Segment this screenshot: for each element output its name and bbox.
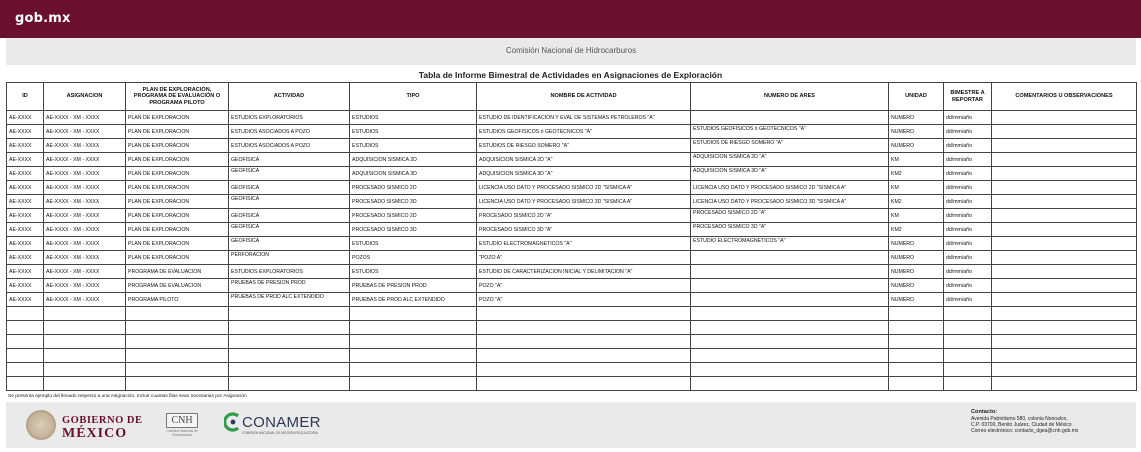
cell-asignacion: AE-XXXX - XM - XXXX <box>44 111 126 125</box>
cell-bimestre: dd/mm/año <box>944 265 992 279</box>
cell-tipo: POZOS <box>350 251 477 265</box>
cell-asignacion: AE-XXXX - XM - XXXX <box>44 167 126 181</box>
conamer-logo-icon <box>224 412 240 432</box>
col-header-nombre-actividad: NOMBRE DE ACTIVIDAD <box>477 83 691 111</box>
cell-nombre-actividad: ESTUDIOS DE RIESGO SOMERO "A" <box>477 139 691 153</box>
cell-bimestre: dd/mm/año <box>944 153 992 167</box>
cell-actividad: ESTUDIOS EXPLORATORIOS <box>229 265 350 279</box>
cell-unidad <box>889 349 944 363</box>
cell-actividad <box>229 321 350 335</box>
cell-id: AE-XXXX <box>7 181 44 195</box>
col-header-unidad: UNIDAD <box>889 83 944 111</box>
cell-tipo: ESTUDIOS <box>350 265 477 279</box>
cell-nombre-actividad: ESTUDIO ELECTROMAGNETICOS "A" <box>477 237 691 251</box>
cell-asignacion <box>44 335 126 349</box>
cell-unidad <box>889 307 944 321</box>
col-header-tipo: TIPO <box>350 83 477 111</box>
cell-asignacion <box>44 321 126 335</box>
table-row <box>7 111 1137 125</box>
col-header-asignacion: ASIGNACION <box>44 83 126 111</box>
cell-id: AE-XXXX <box>7 237 44 251</box>
cell-tipo: PRUEBAS DE PROD ALC EXTENDIDO <box>350 293 477 307</box>
cell-bimestre: dd/mm/año <box>944 139 992 153</box>
cell-plan <box>126 363 229 377</box>
table-row-empty <box>7 321 1137 335</box>
cell-comentarios <box>992 209 1137 223</box>
cell-bimestre: dd/mm/año <box>944 237 992 251</box>
cell-actividad: PRUEBAS DE PRESION PROD <box>229 279 350 293</box>
cell-id <box>7 363 44 377</box>
cell-bimestre: dd/mm/año <box>944 167 992 181</box>
cell-plan <box>126 349 229 363</box>
cell-numero-ares <box>691 265 889 279</box>
cell-asignacion <box>44 307 126 321</box>
cell-nombre-actividad <box>477 349 691 363</box>
cell-tipo: ESTUDIOS <box>350 125 477 139</box>
cell-numero-ares: ESTUDIOS DE RIESGO SOMERO "A" <box>691 139 889 153</box>
cell-plan: PLAN DE EXPLORACION <box>126 167 229 181</box>
cell-asignacion <box>44 377 126 391</box>
cell-numero-ares: ESTUDIOS GEOFISICOS ó GEOTECNICOS "A" <box>691 125 889 139</box>
cell-numero-ares: ADQUISICION SISMICA 2D "A" <box>691 153 889 167</box>
cell-tipo: PROCESADO SISMICO 3D <box>350 223 477 237</box>
cell-tipo: ADQUISICION SISMICA 3D <box>350 167 477 181</box>
cell-numero-ares <box>691 363 889 377</box>
cell-bimestre: dd/mm/año <box>944 223 992 237</box>
cell-bimestre <box>944 363 992 377</box>
footer <box>6 402 1136 448</box>
cell-asignacion: AE-XXXX - XM - XXXX <box>44 153 126 167</box>
cell-plan: PROGRAMA DE EVALUACION <box>126 279 229 293</box>
cell-plan: PLAN DE EXPLORACION <box>126 125 229 139</box>
cell-tipo <box>350 349 477 363</box>
cell-comentarios <box>992 223 1137 237</box>
cell-bimestre: dd/mm/año <box>944 293 992 307</box>
cell-asignacion: AE-XXXX - XM - XXXX <box>44 223 126 237</box>
cell-id <box>7 349 44 363</box>
cell-id: AE-XXXX <box>7 153 44 167</box>
cell-plan: PROGRAMA PILOTO <box>126 293 229 307</box>
cell-asignacion: AE-XXXX - XM - XXXX <box>44 125 126 139</box>
cell-nombre-actividad: ADQUISICION SISMICA 3D "A" <box>477 167 691 181</box>
cell-unidad: NUMERO <box>889 237 944 251</box>
agency-name: Comisión Nacional de Hidrocarburos <box>505 46 637 55</box>
col-header-bimestre: BIMESTRE A REPORTAR <box>944 83 992 111</box>
cell-bimestre: dd/mm/año <box>944 195 992 209</box>
col-header-comentarios: COMENTARIOS U OBSERVACIONES <box>992 83 1137 111</box>
cell-plan <box>126 335 229 349</box>
cell-actividad <box>229 307 350 321</box>
cell-bimestre <box>944 335 992 349</box>
col-header-actividad: ACTIVIDAD <box>229 83 350 111</box>
table-row <box>7 251 1137 265</box>
gobierno-logo-line2: MÉXICO <box>62 426 128 441</box>
cell-id: AE-XXXX <box>7 209 44 223</box>
cell-comentarios <box>992 139 1137 153</box>
cell-tipo: ESTUDIOS <box>350 237 477 251</box>
cell-unidad: KM2 <box>889 167 944 181</box>
cnh-logo: CNH <box>166 413 198 428</box>
cell-unidad <box>889 377 944 391</box>
cell-bimestre: dd/mm/año <box>944 251 992 265</box>
cell-tipo: PRUEBAS DE PRESION PROD <box>350 279 477 293</box>
cell-comentarios <box>992 265 1137 279</box>
cell-numero-ares <box>691 279 889 293</box>
col-header-numero-ares: NUMERO DE ARES <box>691 83 889 111</box>
cell-bimestre: dd/mm/año <box>944 125 992 139</box>
cell-numero-ares <box>691 111 889 125</box>
cell-numero-ares <box>691 335 889 349</box>
cell-tipo: PROCESADO SISMICO 2D <box>350 209 477 223</box>
cell-actividad: PERFORACION <box>229 251 350 265</box>
cell-actividad: GEOFISICA <box>229 153 350 167</box>
cell-asignacion: AE-XXXX - XM - XXXX <box>44 181 126 195</box>
cell-actividad: PRUEBAS DE PROD ALC EXTENDIDO <box>229 293 350 307</box>
cell-unidad: NUMERO <box>889 111 944 125</box>
table-row <box>7 153 1137 167</box>
cell-id: AE-XXXX <box>7 279 44 293</box>
cell-actividad: ESTUDIOS ASOCIADOS A POZO <box>229 139 350 153</box>
cnh-logo-subtitle: Comisión Nacional de Hidrocarburos <box>166 429 198 437</box>
table-row-empty <box>7 363 1137 377</box>
cell-nombre-actividad <box>477 363 691 377</box>
cell-unidad: NUMERO <box>889 265 944 279</box>
cell-id: AE-XXXX <box>7 167 44 181</box>
table-body <box>7 111 1137 391</box>
cell-nombre-actividad: ESTUDIO DE IDENTIFICACION Y EVAL DE SISTEMAS PETROLEROS "A" <box>477 111 691 125</box>
table-row-empty <box>7 377 1137 391</box>
contact-address-line2: C.P. 03700, Benito Juárez, Ciudad de México <box>971 422 1072 429</box>
cell-tipo: ESTUDIOS <box>350 111 477 125</box>
cell-unidad: KM <box>889 153 944 167</box>
cell-id: AE-XXXX <box>7 265 44 279</box>
cell-plan <box>126 377 229 391</box>
footnote: Se presenta ejemplo del llenado respecto a una Asignación, Incluir cuantas filas sean necesarias por Asignación <box>8 394 247 399</box>
cell-asignacion <box>44 363 126 377</box>
cell-bimestre: dd/mm/año <box>944 181 992 195</box>
cell-plan: PLAN DE EXPLORACION <box>126 251 229 265</box>
table-row-empty <box>7 349 1137 363</box>
cell-actividad: ESTUDIOS ASOCIADOS A POZO <box>229 125 350 139</box>
brand-logo[interactable]: gob.mx <box>15 11 71 26</box>
cell-nombre-actividad: PROCESADO SISMICO 3D "A" <box>477 223 691 237</box>
cell-comentarios <box>992 377 1137 391</box>
table-row <box>7 181 1137 195</box>
cell-actividad: ESTUDIOS EXPLORATORIOS <box>229 111 350 125</box>
mexico-seal-icon <box>26 410 56 440</box>
cell-bimestre <box>944 377 992 391</box>
contact-block <box>971 409 1078 435</box>
cell-id <box>7 377 44 391</box>
cell-unidad <box>889 321 944 335</box>
cell-bimestre: dd/mm/año <box>944 111 992 125</box>
cell-plan <box>126 321 229 335</box>
cell-comentarios <box>992 321 1137 335</box>
cell-nombre-actividad: PROCESADO SISMICO 2D "A" <box>477 209 691 223</box>
cell-numero-ares <box>691 307 889 321</box>
cell-numero-ares <box>691 349 889 363</box>
cell-unidad <box>889 335 944 349</box>
cell-asignacion: AE-XXXX - XM - XXXX <box>44 195 126 209</box>
cell-asignacion: AE-XXXX - XM - XXXX <box>44 293 126 307</box>
cell-tipo <box>350 335 477 349</box>
cell-asignacion: AE-XXXX - XM - XXXX <box>44 279 126 293</box>
cell-tipo: ADQUISICION SISMICA 2D <box>350 153 477 167</box>
cell-unidad <box>889 363 944 377</box>
cell-comentarios <box>992 125 1137 139</box>
contact-email[interactable]: Correo electrónico: contacto_dgea@cnh.gob.mx <box>971 428 1079 435</box>
cell-actividad <box>229 349 350 363</box>
cell-nombre-actividad: LICENCIA USO DATO Y PROCESADO SISMICO 3D "SISMICA A" <box>477 195 691 209</box>
table-row <box>7 237 1137 251</box>
cell-comentarios <box>992 251 1137 265</box>
cell-plan: PLAN DE EXPLORACION <box>126 223 229 237</box>
cell-asignacion: AE-XXXX - XM - XXXX <box>44 237 126 251</box>
cell-unidad: NUMERO <box>889 279 944 293</box>
cell-actividad: GEOFISICA <box>229 195 350 209</box>
table-row <box>7 279 1137 293</box>
cell-nombre-actividad <box>477 321 691 335</box>
cell-plan: PROGRAMA DE EVALUACION <box>126 265 229 279</box>
cell-tipo: PROCESADO SISMICO 2D <box>350 181 477 195</box>
cell-comentarios <box>992 237 1137 251</box>
cell-plan: PLAN DE EXPLORACION <box>126 181 229 195</box>
cell-nombre-actividad: POZO "A" <box>477 293 691 307</box>
cell-nombre-actividad: LICENCIA USO DATO Y PROCESADO SISMICO 2D "SISMICA A" <box>477 181 691 195</box>
cell-unidad: NUMERO <box>889 125 944 139</box>
cell-numero-ares: LICENCIA USO DATO Y PROCESADO SISMICO 3D "SISMICA A" <box>691 195 889 209</box>
cell-numero-ares <box>691 251 889 265</box>
table-row-empty <box>7 307 1137 321</box>
cell-id: AE-XXXX <box>7 125 44 139</box>
cell-tipo <box>350 307 477 321</box>
document-title: Tabla de Informe Bimestral de Actividades en Asignaciones de Exploración <box>418 70 723 80</box>
table-row <box>7 265 1137 279</box>
cell-nombre-actividad: ADQUISICION SISMICA 2D "A" <box>477 153 691 167</box>
cell-comentarios <box>992 195 1137 209</box>
gobierno-logo-line1: GOBIERNO DE <box>62 415 143 426</box>
cell-id <box>7 321 44 335</box>
cell-numero-ares <box>691 293 889 307</box>
cell-unidad: NUMERO <box>889 139 944 153</box>
cell-plan: PLAN DE EXPLORACION <box>126 209 229 223</box>
cell-plan: PLAN DE EXPLORACION <box>126 195 229 209</box>
cell-numero-ares: PROCESADO SISMICO 3D "A" <box>691 223 889 237</box>
cell-id: AE-XXXX <box>7 251 44 265</box>
cell-comentarios <box>992 363 1137 377</box>
cell-id: AE-XXXX <box>7 195 44 209</box>
cell-bimestre <box>944 307 992 321</box>
cell-unidad: KM <box>889 181 944 195</box>
cell-plan: PLAN DE EXPLORACION <box>126 111 229 125</box>
cell-comentarios <box>992 167 1137 181</box>
cell-plan: PLAN DE EXPLORACION <box>126 153 229 167</box>
cell-nombre-actividad: "POZO A" <box>477 251 691 265</box>
cell-unidad: KM2 <box>889 195 944 209</box>
cell-asignacion: AE-XXXX - XM - XXXX <box>44 139 126 153</box>
cell-actividad <box>229 335 350 349</box>
cell-numero-ares: PROCESADO SISMICO 2D "A" <box>691 209 889 223</box>
agency-bar <box>6 38 1136 65</box>
cell-unidad: NUMERO <box>889 293 944 307</box>
cell-comentarios <box>992 293 1137 307</box>
cell-asignacion: AE-XXXX - XM - XXXX <box>44 209 126 223</box>
table-row <box>7 139 1137 153</box>
table-row-empty <box>7 335 1137 349</box>
cell-actividad <box>229 363 350 377</box>
conamer-logo: CONAMER <box>242 414 321 431</box>
cell-plan <box>126 307 229 321</box>
activities-table <box>6 82 1137 391</box>
cell-asignacion <box>44 349 126 363</box>
cell-unidad: KM2 <box>889 223 944 237</box>
top-bar <box>0 0 1141 38</box>
col-header-id: ID <box>7 83 44 111</box>
contact-address-line1: Avenida Patriotismo 580, colonia Nonoalco, <box>971 415 1068 422</box>
table-row <box>7 293 1137 307</box>
cell-comentarios <box>992 307 1137 321</box>
cell-nombre-actividad <box>477 377 691 391</box>
cell-tipo: PROCESADO SISMICO 3D <box>350 195 477 209</box>
conamer-logo-subtitle: COMISIÓN NACIONAL DE MEJORA REGULATORIA <box>242 431 318 435</box>
cell-comentarios <box>992 153 1137 167</box>
cell-bimestre: dd/mm/año <box>944 209 992 223</box>
cell-comentarios <box>992 349 1137 363</box>
cell-bimestre <box>944 321 992 335</box>
cell-numero-ares <box>691 321 889 335</box>
cell-unidad: NUMERO <box>889 251 944 265</box>
contact-title: Contacto: <box>971 409 998 415</box>
cell-nombre-actividad <box>477 307 691 321</box>
cell-id <box>7 307 44 321</box>
cell-plan: PLAN DE EXPLORACION <box>126 237 229 251</box>
table-header-row <box>7 83 1137 111</box>
cell-comentarios <box>992 279 1137 293</box>
cell-actividad: GEOFISICA <box>229 181 350 195</box>
cell-tipo <box>350 377 477 391</box>
cell-actividad: GEOFISICA <box>229 223 350 237</box>
cell-tipo <box>350 321 477 335</box>
cell-asignacion: AE-XXXX - XM - XXXX <box>44 265 126 279</box>
cell-asignacion: AE-XXXX - XM - XXXX <box>44 251 126 265</box>
cell-numero-ares: LICENCIA USO DATO Y PROCESADO SISMICO 2D "SISMICA A" <box>691 181 889 195</box>
cell-id <box>7 335 44 349</box>
cell-unidad: KM <box>889 209 944 223</box>
cell-id: AE-XXXX <box>7 139 44 153</box>
table-row <box>7 167 1137 181</box>
cell-nombre-actividad: ESTUDIOS GEOFISICOS ó GEOTECNICOS "A" <box>477 125 691 139</box>
cell-actividad: GEOFISICA <box>229 237 350 251</box>
cell-bimestre: dd/mm/año <box>944 279 992 293</box>
cell-nombre-actividad: POZO "A" <box>477 279 691 293</box>
cell-nombre-actividad: ESTUDIO DE CARACTERIZACION INICIAL Y DELIMITACION "A" <box>477 265 691 279</box>
cell-comentarios <box>992 111 1137 125</box>
table-row <box>7 125 1137 139</box>
cell-plan: PLAN DE EXPLORACION <box>126 139 229 153</box>
cell-id: AE-XXXX <box>7 293 44 307</box>
cell-tipo <box>350 363 477 377</box>
cell-id: AE-XXXX <box>7 111 44 125</box>
cell-comentarios <box>992 181 1137 195</box>
cell-actividad <box>229 377 350 391</box>
cell-numero-ares <box>691 377 889 391</box>
col-header-plan: PLAN DE EXPLORACIÓN, PROGRAMA DE EVALUACIÓN O PROGRAMA PILOTO <box>126 83 229 111</box>
table-row <box>7 223 1137 237</box>
cell-bimestre <box>944 349 992 363</box>
cell-numero-ares: ADQUISICION SISMICA 3D "A" <box>691 167 889 181</box>
cell-actividad: GEOFISICA <box>229 209 350 223</box>
cell-tipo: ESTUDIOS <box>350 139 477 153</box>
cell-numero-ares: ESTUDIO ELECTROMAGNETICOS "A" <box>691 237 889 251</box>
table-row <box>7 195 1137 209</box>
table-row <box>7 209 1137 223</box>
cell-nombre-actividad <box>477 335 691 349</box>
cell-comentarios <box>992 335 1137 349</box>
cell-id: AE-XXXX <box>7 223 44 237</box>
cell-actividad: GEOFISICA <box>229 167 350 181</box>
